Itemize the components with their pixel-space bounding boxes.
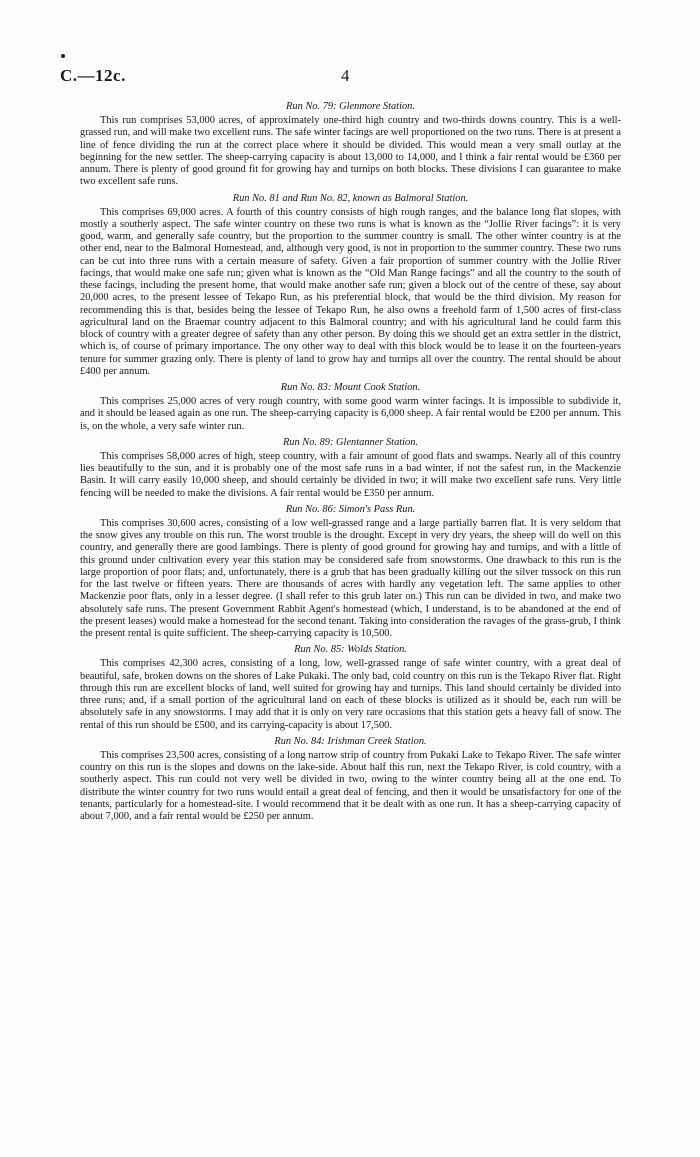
run-section-balmoral [80, 192, 621, 379]
section-heading: Run No. 81 and Run No. 82, known as Balmoral Station. [232, 192, 469, 204]
section-heading: Run No. 86: Simon's Pass Run. [285, 503, 416, 515]
section-body: This comprises 42,300 acres, consisting of a long, low, well-grassed range of safe winter country, with a great deal of beautiful, safe, broken downs on the shores of Lake Pukaki. The only bad, cold country on this run is the Tekapo River flat. Right through this run are excellent blocks of land, well suited for growing hay and turnips. This land should certainly be divided into three runs; and, if a small portion of the agricultural land on each of these blocks is utilized as it should be, each run will be absolutely safe in any snowstorms. I may add that it is only on very rare occasions that this station gets a heavy fall of snow. The rental of this run should be £500, and its carrying-capacity is about 17,500. [80, 658, 621, 731]
ink-dot [61, 54, 65, 58]
run-section-mount-cook [80, 381, 621, 433]
section-body: This comprises 30,600 acres, consisting of a low well-grassed range and a large partially barren flat. It is very seldom that the snow gives any trouble on this run. The worst trouble is the drought. Except in very dry years, the sheep will do well on this country, and generally there are good lambings. There is plenty of good ground for growing hay and turnips, and with a little of this ground under cultivation every year this station may be considered safe from snowstorms. One drawback to this run is the large proportion of poor flats; and, unfortunately, there is a grub that has been gradually killing out the silver tussock on this run for the last twelve or fifteen years. There are thousands of acres with hardly any vegetation left. The same applies to other Mackenzie poor flats, only in a lesser degree. (I shall refer to this grub later on.) This run can be divided in two, and make two absolutely safe runs. The present Government Rabbit Agent's homestead (which, I understand, is to be abandoned at the end of the present leases) would make a homestead for the second tenant. Taking into consideration the ravages of the grass-grub, I think the present rental is quite sufficient. The sheep-carrying capacity is 10,500. [80, 517, 621, 639]
section-body: This comprises 23,500 acres, consisting of a long narrow strip of country from Pukaki Lake to Tekapo River. The safe winter country on this run is the slopes and downs on the lake-side. About half this run, next the Tekapo River, is cold country, with a southerly aspect. This run could not very well be divided in two, owing to the winter country being all at the one end. To distribute the winter country for two runs would entail a great deal of fencing, and then it would be unsatisfactory for one of the tenants, particularly for a homestead-site. I would recommend that it be dealt with as one run. It has a sheep-carrying capacity of about 7,000, and a fair rental would be £250 per annum. [80, 749, 621, 822]
run-section-simons-pass [80, 503, 621, 641]
section-heading: Run No. 84: Irishman Creek Station. [274, 735, 427, 747]
section-body: This run comprises 53,000 acres, of approximately one-third high country and two-thirds downs country. This is a well-grassed run, and will make two excellent runs. The safe winter facings are well proportioned on the two runs. There is at present a line of fence dividing the run at the correct place where it should be divided. This would mean a very small outlay at the beginning for the new settler. The sheep-carrying capacity is about 13,000 to 14,000, and I think a fair rental would be £360 per annum. There is plenty of good ground fit for growing hay and turnips on both blocks. These divisions I can guarantee to make two excellent safe runs. [80, 115, 621, 188]
page-content [80, 97, 621, 823]
run-section-glenmore [80, 100, 621, 189]
section-heading: Run No. 79: Glenmore Station. [286, 101, 415, 112]
run-section-wolds [80, 643, 621, 732]
section-body: This comprises 58,000 acres of high, steep country, with a fair amount of good flats and swamps. Nearly all of this country lies beautifully to the sun, and it is probably one of the most safe runs in a bad winter, if not the safest run, in the Mackenzie Basin. It will carry easily 10,000 sheep, and should certainly be divided in two; it will make two excellent safe runs. Very little fencing will be needed to make the divisions. A fair rental would be £350 per annum. [80, 450, 621, 499]
page-header [60, 66, 650, 88]
run-section-glentanner [80, 436, 621, 500]
page-number: 4 [341, 66, 350, 85]
document-reference: C.—12c. [60, 66, 126, 85]
section-heading: Run No. 85: Wolds Station. [294, 644, 407, 656]
section-heading: Run No. 89: Glentanner Station. [282, 436, 419, 448]
section-heading: Run No. 83: Mount Cook Station. [280, 382, 421, 393]
section-body: This comprises 69,000 acres. A fourth of this country consists of high rough ranges, and the balance long flat slopes, with mostly a southerly aspect. The safe winter country on these two runs is what is known as the “Jollie River facings”: it is very good, warm, and generally safe country, but the proportion to the summer country is small. The other winter country is at the other end, near to the Balmoral Homestead, and, although very good, is not in proportion to the summer country. These two runs can be cut into three runs with a certain measure of safety. Given a fair proportion of summer country with the Jollie River facings, that would make one safe run; given what is known as the “Old Man Range facings” and all the country to the south of these facings, including the present home, that would make another safe run; given a block out of the centre of these, say about 20,000 acres, to the present lessee of Tekapo Run, as his preferential block, that would be the third division. My reason for recommending this is that, besides being the lessee of Tekapo Run, he also owns a freehold farm of 1,500 acres of first-class agricultural land on the Braemar country adjacent to this Balmoral country; and with his agricultural land he could farm this block of country with a greater degree of safety than any other person. By doing this we should get an extra settler in the district, which is, of course of primary importance. The ony other way to deal with this block would be to lease it on the fourteen-years tenure for summer grazing only. There is plenty of land to grow hay and turnips all over the country. The rental should be about £400 per annum. [80, 206, 621, 377]
section-body: This comprises 25,000 acres of very rough country, with some good warm winter facings. It is impossible to subdivide it, and it should be leased again as one run. The sheep-carrying capacity is 6,000 sheep. A fair rental would be £200 per annum. This is, on the whole, a very safe winter run. [80, 396, 621, 432]
run-section-irishman-creek [80, 735, 621, 824]
